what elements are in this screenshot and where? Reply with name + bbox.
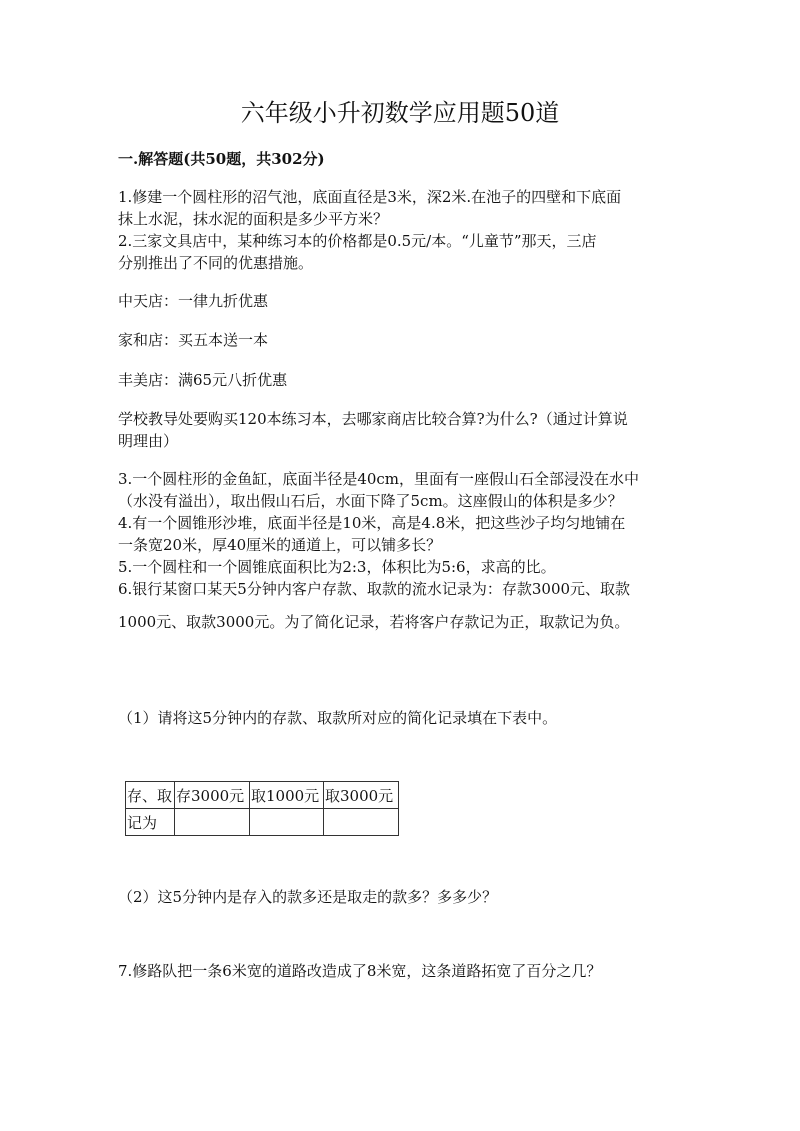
question-2-option-fengmei: 丰美店：满65元八折优惠 <box>118 371 288 389</box>
question-1-line-1: 1.修建一个圆柱形的沼气池，底面直径是3米，深2米.在池子的四壁和下底面 <box>118 188 622 206</box>
answer-blank-cell <box>324 809 399 836</box>
record-table <box>125 781 399 836</box>
question-2-line-4: 明理由） <box>118 432 179 450</box>
question-2-line-3: 学校教导处要购买120本练习本，去哪家商店比较合算?为什么?（通过计算说 <box>118 410 628 428</box>
table-cell: 记为 <box>126 809 175 836</box>
question-2-line-1: 2.三家文具店中，某种练习本的价格都是0.5元/本。“儿童节”那天，三店 <box>118 232 597 250</box>
table-cell: 取1000元 <box>250 782 324 809</box>
question-1-line-2: 抹上水泥，抹水泥的面积是多少平方米？ <box>118 210 389 228</box>
page-title: 六年级小升初数学应用题50道 <box>240 99 560 127</box>
question-6-part-1: （1）请将这5分钟内的存款、取款所对应的简化记录填在下表中。 <box>118 709 558 727</box>
question-3-line-2: （水没有溢出），取出假山石后，水面下降了5cm。这座假山的体积是多少？ <box>118 492 623 510</box>
question-2-option-zhongtian: 中天店：一律九折优惠 <box>118 292 269 310</box>
table-row <box>126 809 399 836</box>
question-5: 5.一个圆柱和一个圆锥底面积比为2:3，体积比为5:6，求高的比。 <box>118 558 556 576</box>
question-2-line-2: 分别推出了不同的优惠措施。 <box>118 254 314 272</box>
table-cell: 存、取 <box>126 782 175 809</box>
question-2-option-jiahe: 家和店：买五本送一本 <box>118 331 269 349</box>
table-cell: 取3000元 <box>324 782 399 809</box>
question-6-line-2: 1000元、取款3000元。为了简化记录，若将客户存款记为正，取款记为负。 <box>118 613 630 631</box>
answer-blank-cell <box>175 809 250 836</box>
question-4-line-1: 4.有一个圆锥形沙堆，底面半径是10米，高是4.8米，把这些沙子均匀地铺在 <box>118 514 626 532</box>
table-row <box>126 782 399 809</box>
section-heading: 一.解答题(共50题，共302分) <box>118 150 325 168</box>
answer-blank-cell <box>250 809 324 836</box>
question-4-line-2: 一条宽20米，厚40厘米的通道上，可以铺多长？ <box>118 536 442 554</box>
table-cell: 存3000元 <box>175 782 250 809</box>
question-6-part-2: （2）这5分钟内是存入的款多还是取走的款多？多多少？ <box>118 888 498 906</box>
question-3-line-1: 3.一个圆柱形的金鱼缸，底面半径是40cm，里面有一座假山石全部浸没在水中 <box>118 470 640 488</box>
question-7: 7.修路队把一条6米宽的道路改造成了8米宽，这条道路拓宽了百分之几？ <box>118 962 602 980</box>
question-6-line-1: 6.银行某窗口某天5分钟内客户存款、取款的流水记录为：存款3000元、取款 <box>118 580 631 598</box>
